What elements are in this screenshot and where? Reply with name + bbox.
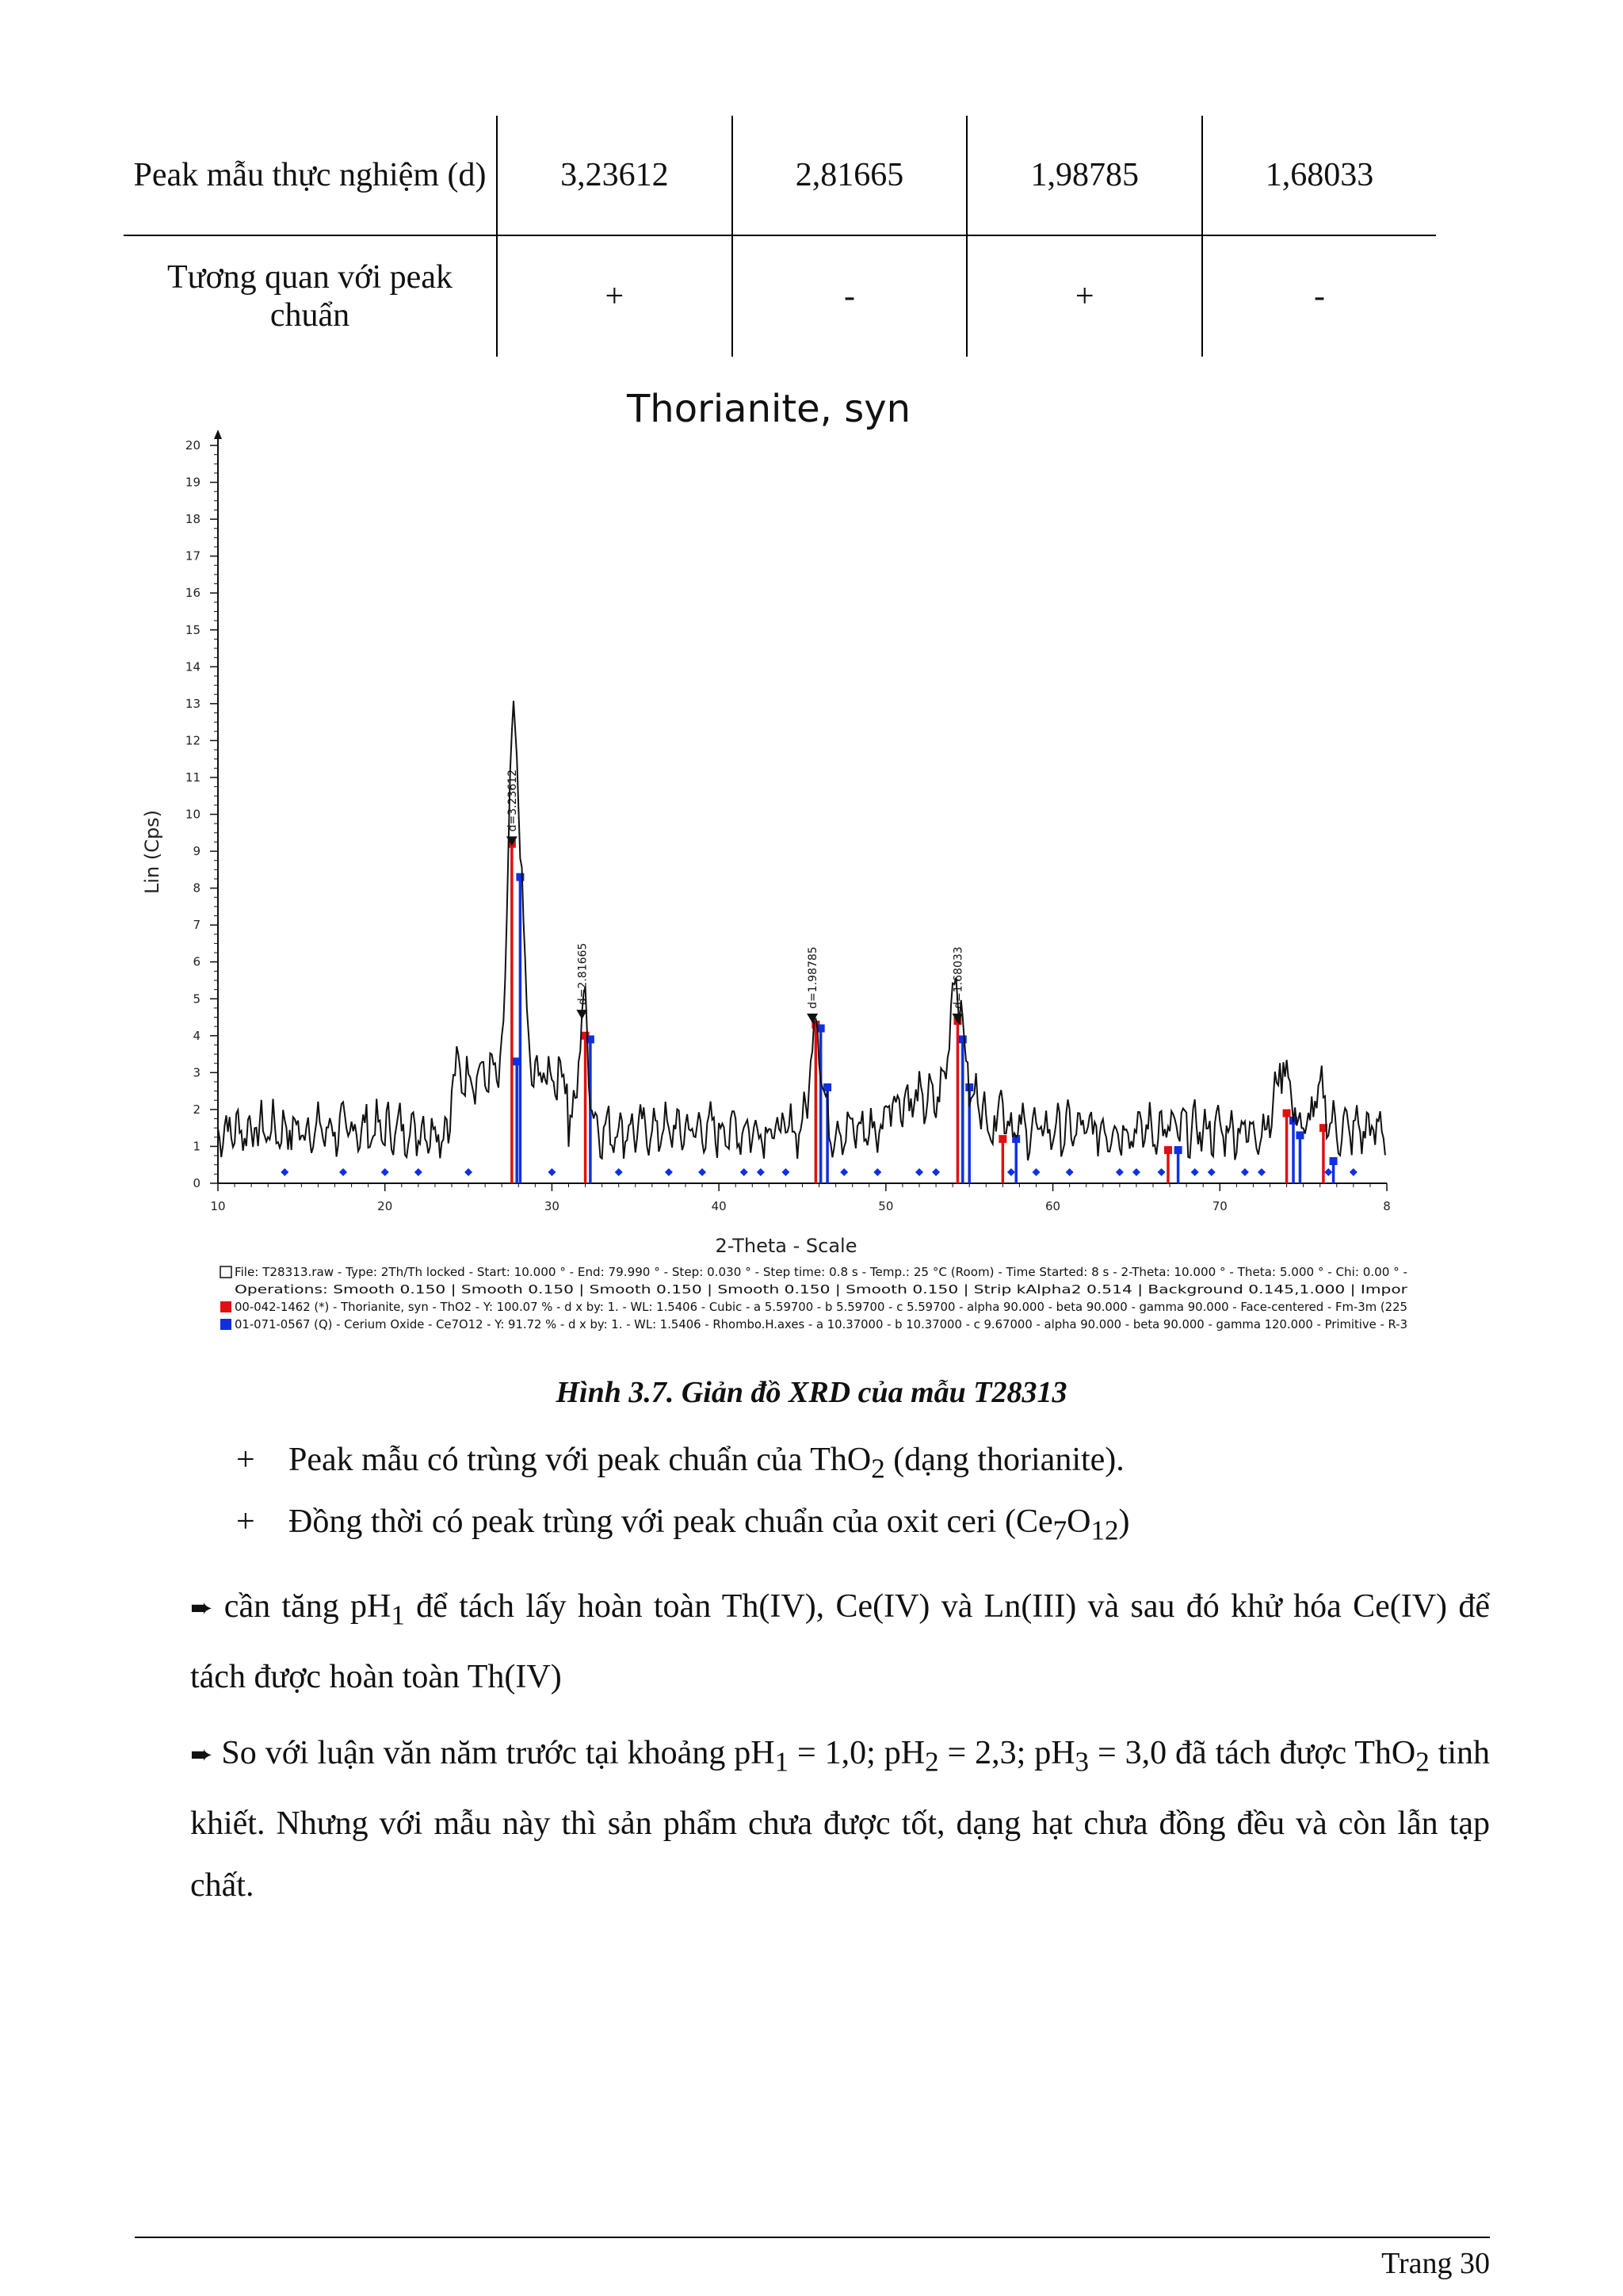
legend-swatch [220, 1301, 231, 1312]
legend-swatch [220, 1319, 231, 1330]
table-cell: 1,68033 [1202, 116, 1436, 235]
x-tick-label: 40 [711, 1199, 727, 1213]
bullet-mark: + [236, 1442, 255, 1478]
xrd-chart-svg [135, 372, 1419, 1347]
y-tick-label: 20 [185, 438, 200, 453]
minor-reflection-marker [464, 1168, 472, 1176]
minor-reflection-marker [840, 1168, 848, 1176]
legend-entry: 01-071-0567 (Q) - Cerium Oxide - Ce7O12 - Y: 91.72 % - d x by: 1. - WL: 1.5406 - Rhombo.H.axes - a 10.37000 - b 10.37000 - c 9.67000 - alpha 90.000 - beta 90.000 - gamma 120.000 - Primitive - R-3 [235, 1317, 1407, 1331]
xrd-chart [135, 372, 1419, 1347]
diffraction-pattern-line [218, 701, 1385, 1160]
subscript: 2 [871, 1453, 885, 1484]
minor-reflection-marker [381, 1168, 389, 1176]
y-tick-label: 9 [193, 844, 200, 859]
subscript: 7 [1052, 1515, 1067, 1546]
table-cell: 3,23612 [497, 116, 732, 235]
table-cell: 2,81665 [732, 116, 968, 235]
y-tick-label: 18 [185, 512, 200, 527]
minor-reflection-marker [1116, 1168, 1124, 1176]
legend-file-icon [220, 1266, 231, 1278]
footer-divider [135, 2237, 1490, 2238]
x-axis-ticks [210, 1183, 1390, 1213]
table-cell: + [497, 235, 732, 357]
y-tick-label: 11 [185, 770, 200, 785]
y-tick-label: 19 [185, 475, 200, 490]
bullet-item [236, 1503, 1129, 1546]
y-tick-label: 5 [193, 991, 200, 1007]
peak-label: d=1.68033 [952, 946, 965, 1009]
minor-reflection-marker [915, 1168, 923, 1176]
table-cell: + [967, 235, 1202, 357]
y-axis-ticks [185, 438, 218, 1190]
y-axis-arrow-icon [214, 430, 222, 439]
bullet-text: Peak mẫu có trùng với peak chuẩn của ThO [288, 1442, 872, 1478]
y-tick-label: 8 [193, 881, 200, 896]
minor-reflection-marker [1007, 1168, 1015, 1176]
row-label-correlation: Tương quan với peak chuẩn [167, 259, 453, 334]
minor-reflection-marker [873, 1168, 881, 1176]
para-text: = 2,3; pH [938, 1735, 1075, 1771]
minor-reflection-marker [1033, 1168, 1041, 1176]
minor-reflection-marker [781, 1168, 789, 1176]
reference-marker [999, 1135, 1006, 1143]
bullet-mark: + [236, 1503, 255, 1540]
reference-marker [1164, 1146, 1172, 1154]
subscript: 2 [925, 1746, 939, 1778]
legend-entry: Operations: Smooth 0.150 | Smooth 0.150 | Smooth 0.150 | Smooth 0.150 | Smooth 0.150 | Strip kAlpha2 0.514 | Background 0.145,1.000 | Impor [235, 1282, 1409, 1297]
minor-reflection-marker [665, 1168, 673, 1176]
minor-reflection-marker [757, 1168, 765, 1176]
x-tick-label: 8 [1383, 1199, 1391, 1213]
y-tick-label: 10 [185, 807, 200, 822]
para-text: cần tăng pH [212, 1588, 391, 1625]
minor-reflection-marker [414, 1168, 422, 1176]
y-tick-label: 3 [193, 1065, 200, 1080]
minor-reflection-marker [1208, 1168, 1216, 1176]
minor-reflection-marker [1241, 1168, 1249, 1176]
conclusion-paragraph-1 [190, 1576, 1490, 1708]
bullet-text: Đồng thời có peak trùng với peak chuẩn của oxit ceri (Ce [288, 1503, 1053, 1540]
legend-entry: 00-042-1462 (*) - Thorianite, syn - ThO2 - Y: 100.07 % - d x by: 1. - WL: 1.5406 - Cubic - a 5.59700 - b 5.59700 - c 5.59700 - alpha 90.000 - beta 90.000 - gamma 90.000 - Face-centered - Fm-3m (225 [235, 1300, 1407, 1314]
y-tick-label: 12 [185, 733, 200, 748]
x-tick-label: 60 [1045, 1199, 1061, 1213]
page-number: Trang 30 [1381, 2247, 1490, 2280]
legend-entry: File: T28313.raw - Type: 2Th/Th locked - Start: 10.000 ° - End: 79.990 ° - Step: 0.030 ° - Step time: 0.8 s - Temp.: 25 °C (Room) - Time Started: 8 s - 2-Theta: 10.000 ° - Theta: 5.000 ° - Chi: 0.00 ° - [235, 1265, 1407, 1279]
reference-marker [959, 1035, 967, 1043]
conclusion-paragraph-2 [190, 1722, 1490, 1916]
peak-label: d=3.23612 [506, 769, 519, 832]
y-tick-label: 2 [193, 1102, 200, 1117]
bullet-text: (dạng thorianite). [884, 1442, 1125, 1478]
minor-reflection-marker [1350, 1168, 1358, 1176]
bullet-text: O [1067, 1503, 1091, 1540]
row-label-experimental-peak: Peak mẫu thực nghiệm (d) [124, 116, 497, 235]
chart-legend [220, 1265, 1408, 1331]
subscript: 12 [1090, 1515, 1119, 1546]
peak-label: d=1.98785 [807, 946, 820, 1009]
x-tick-label: 10 [210, 1199, 226, 1213]
peak-label: d=2.81665 [576, 942, 590, 1006]
subscript: 1 [391, 1599, 405, 1631]
minor-reflection-marker [1258, 1168, 1266, 1176]
minor-reflection-marker [1158, 1168, 1166, 1176]
reference-marker [1174, 1146, 1182, 1154]
minor-reflection-marker [1191, 1168, 1199, 1176]
subscript: 1 [774, 1746, 789, 1778]
y-tick-label: 0 [193, 1176, 200, 1190]
reference-marker [1330, 1157, 1338, 1165]
minor-reflection-marker [615, 1168, 623, 1176]
table-cell: - [1202, 235, 1436, 357]
y-axis-label: Lin (Cps) [141, 809, 163, 895]
x-tick-label: 70 [1212, 1199, 1228, 1213]
y-tick-label: 14 [185, 659, 200, 674]
reference-marker [1296, 1131, 1304, 1139]
y-tick-label: 15 [185, 622, 200, 637]
y-tick-label: 4 [193, 1028, 200, 1043]
bullet-item [236, 1441, 1125, 1484]
y-tick-label: 16 [185, 586, 200, 601]
reference-sticks [281, 840, 1358, 1183]
peak-annotations [506, 770, 965, 1023]
para-text: = 1,0; pH [789, 1735, 926, 1771]
subscript: 2 [1415, 1746, 1430, 1778]
minor-reflection-marker [1132, 1168, 1140, 1176]
x-tick-label: 30 [544, 1199, 559, 1213]
minor-reflection-marker [339, 1168, 347, 1176]
subscript: 3 [1075, 1746, 1090, 1778]
para-text: So với luận văn năm trước tại khoảng pH [212, 1735, 775, 1771]
reference-marker [1283, 1110, 1291, 1117]
peak-comparison-table [124, 116, 1436, 357]
x-tick-label: 50 [878, 1199, 894, 1213]
y-tick-label: 6 [193, 954, 200, 969]
minor-reflection-marker [548, 1168, 556, 1176]
para-text: tinh khiết. Nhưng với mẫu này thì sản phẩm chưa được tốt, dạng hạt chưa đồng đều và còn lẫn tạp chất. [190, 1735, 1491, 1904]
table-row [124, 235, 1436, 357]
table-row [124, 116, 1436, 235]
figure-caption: Hình 3.7. Giản đồ XRD của mẫu T28313 [556, 1376, 1067, 1409]
chart-title: Thorianite, syn [626, 387, 911, 431]
y-tick-label: 7 [193, 918, 200, 933]
table-cell: - [732, 235, 968, 357]
minor-reflection-marker [932, 1168, 940, 1176]
reference-marker [823, 1083, 831, 1091]
minor-reflection-marker [740, 1168, 748, 1176]
minor-reflection-marker [698, 1168, 706, 1176]
minor-reflection-marker [1066, 1168, 1074, 1176]
y-tick-label: 13 [185, 696, 200, 711]
table-cell: 1,98785 [967, 116, 1202, 235]
minor-reflection-marker [1324, 1168, 1332, 1176]
arrow-icon: ➨ [190, 1739, 213, 1771]
para-text: để tách lấy hoàn toàn Th(IV), Ce(IV) và Ln(III) và sau đó khử hóa Ce(IV) để tách được hoàn toàn Th(IV) [190, 1588, 1490, 1696]
arrow-icon: ➨ [190, 1592, 213, 1624]
bullet-text: ) [1118, 1503, 1130, 1540]
chart-axes [214, 430, 1387, 1183]
y-tick-label: 1 [193, 1139, 200, 1154]
x-tick-label: 20 [377, 1199, 393, 1213]
para-text: = 3,0 đã tách được ThO [1089, 1735, 1416, 1771]
minor-reflection-marker [281, 1168, 288, 1176]
x-axis-label: 2-Theta - Scale [715, 1235, 857, 1257]
y-tick-label: 17 [185, 548, 200, 563]
